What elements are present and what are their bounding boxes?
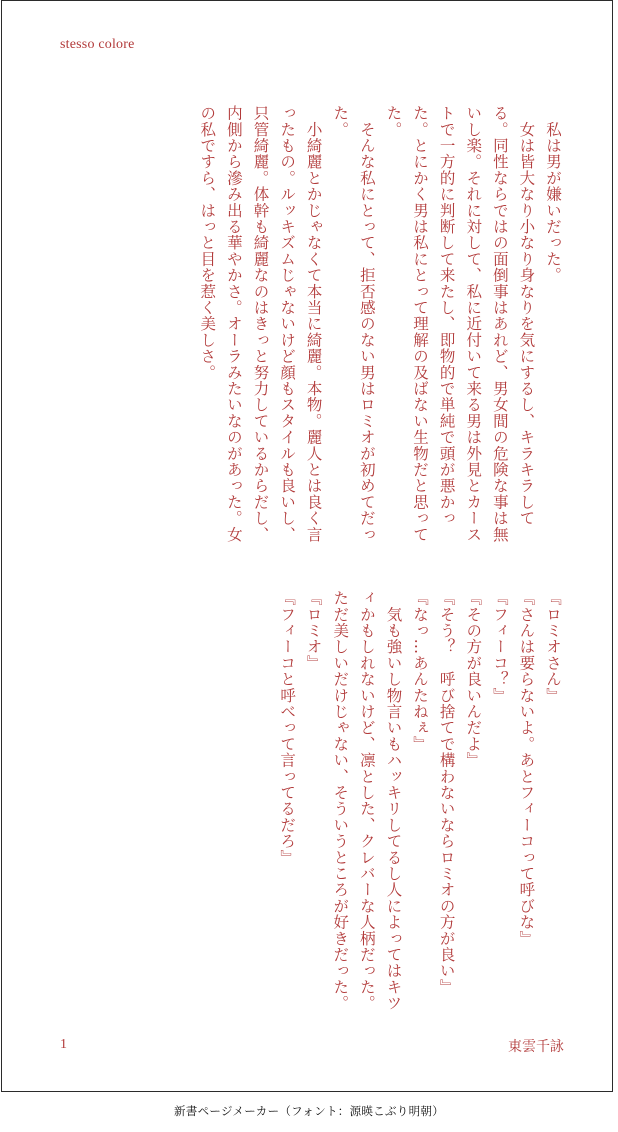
dialogue-line: 『その方が良いんだよ』 bbox=[464, 590, 483, 769]
paragraph: 私は男が嫌いだった。 bbox=[544, 105, 562, 284]
page-number: 1 bbox=[60, 1037, 67, 1052]
dialogue-line: 『フィーコ？』 bbox=[490, 590, 509, 704]
book-page bbox=[1, 0, 613, 1092]
paragraph: 気も強いし物言いもハッキリしてるし人によってはキツィかもしれないけど、凛とした、クレバーな人柄だった。ただ美しいだけじゃない、そういうところが好きだった。 bbox=[331, 590, 403, 1012]
paragraph: 女は皆大なり小なり身なりを気にするし、キラキラしてる。同性ならではの面倒事はあれど、男女間の危険な事は無いし楽。それに対して、私に近付いて来る男は外見とカーストで一方的に判断して来たし、即物的で単純で頭が悪かった。とにかく男は私にとって理解の及ばない生物だと思ってた。 bbox=[384, 105, 536, 543]
generator-caption: 新書ページメーカー（フォント：源暎こぶり明朝） bbox=[173, 1104, 445, 1118]
text-block-top bbox=[54, 105, 566, 551]
page-header-title: stesso colore bbox=[60, 37, 135, 52]
dialogue-line: 『そう？ 呼び捨てで構わないならロミオの方が良い』 bbox=[437, 590, 456, 995]
paragraph: そんな私にとって、拒否感のない男はロミオが初めてだった。 bbox=[331, 105, 376, 543]
dialogue-line: 『ロミオさん』 bbox=[544, 590, 562, 704]
dialogue-line: 『なっ…あんたねぇ』 bbox=[411, 590, 430, 752]
paragraph: 小綺麗とかじゃなくて本当に綺麗。本物。麗人とは良く言ったもの。ルッキズムじゃないけど顔もスタイルも良いし、只管綺麗。体幹も綺麗なのはきっと努力しているからだし、内側から滲み出る華やかさ。オーラみたいなのがあった。女の私ですら、はっと目を惹く美しさ。 bbox=[198, 105, 323, 543]
dialogue-line: 『さんは要らないよ。あとフィーコって呼びな』 bbox=[517, 590, 536, 947]
dialogue-line: 『フィーコと呼べって言ってるだろ』 bbox=[278, 590, 297, 866]
author-name: 東雲千詠 bbox=[508, 1039, 564, 1055]
text-block-bottom bbox=[54, 590, 566, 1020]
dialogue-line: 『ロミオ』 bbox=[304, 590, 323, 671]
